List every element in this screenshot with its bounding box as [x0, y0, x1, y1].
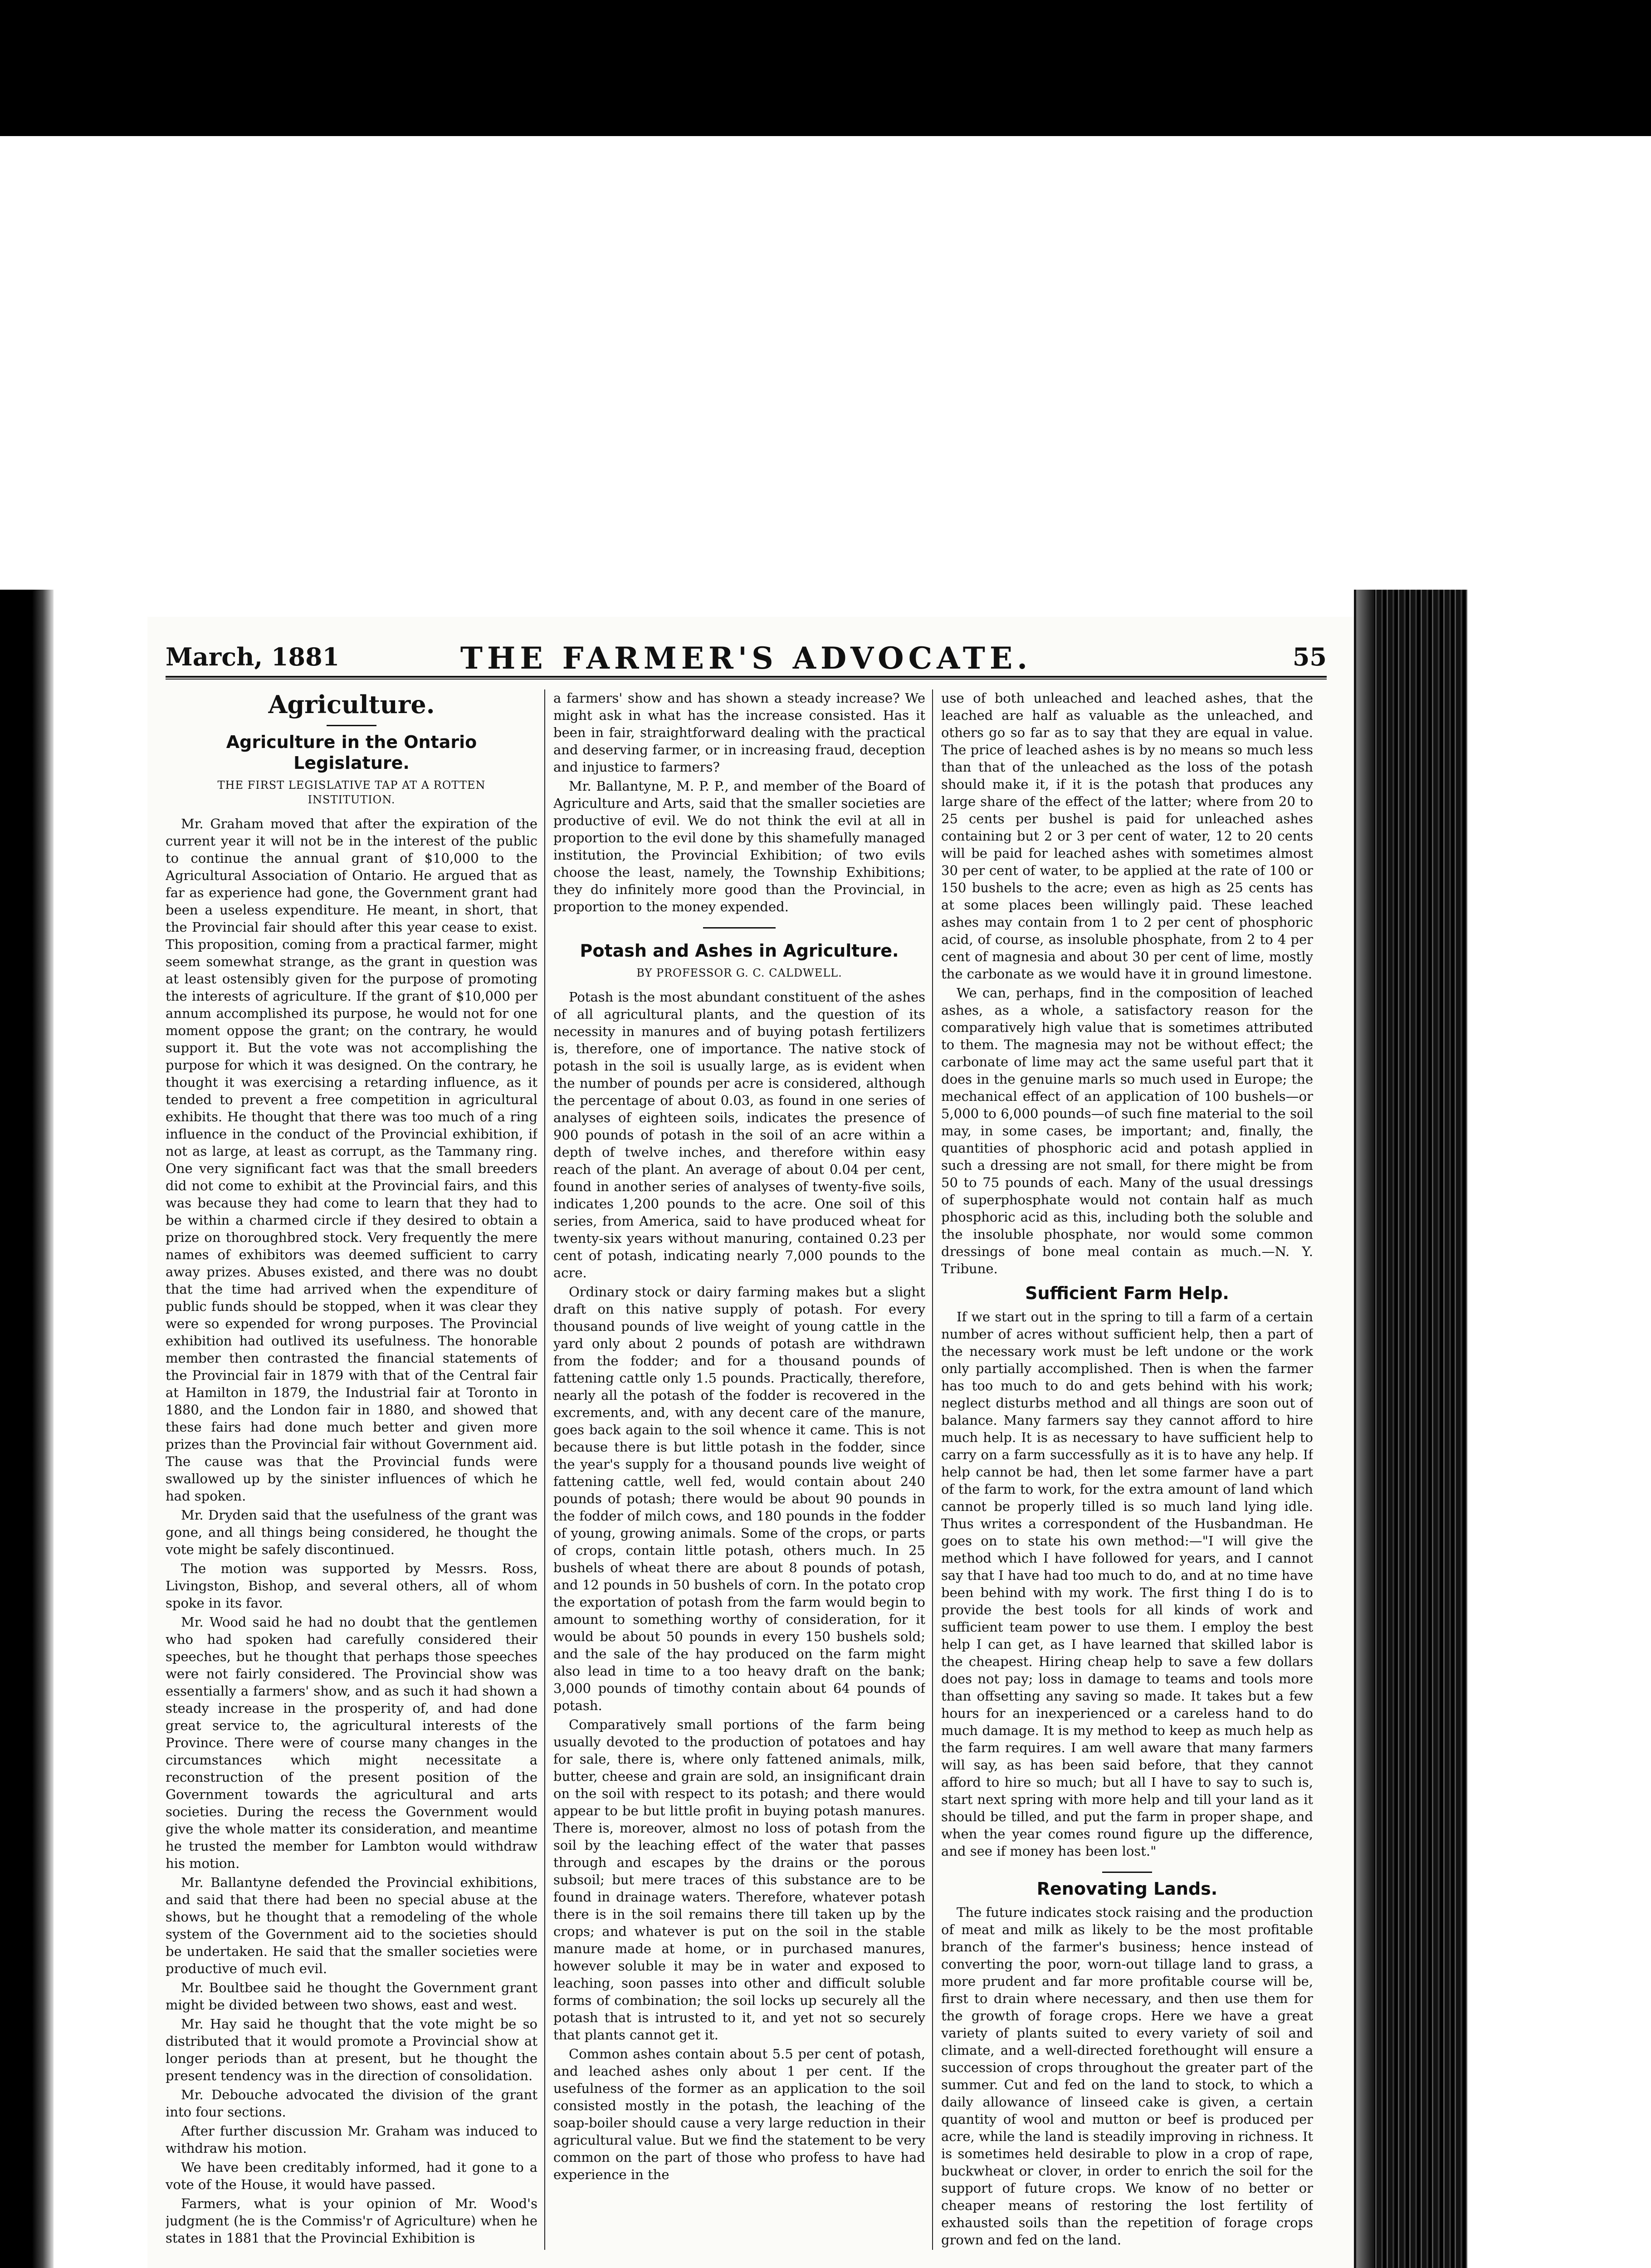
paragraph: The future indicates stock raising and the production of meat and milk as likely to be the most profitable branch of the farmer's business; hence instead of converting the poor, worn-out tillage land to grass, a more prudent and far more profitable course will be, first to drain where necessary, and then use them for the growth of forage crops. Here we have a great variety of plants suited to every variety of soil and climate, and a well-directed forethought will ensure a succession of crops throughout the greater part of the summer. Cut and fed on the land to stock, to which a daily allowance of linseed cake is given, a certain quantity of wool and mutton or beef is produced per acre, while the land is steadily improving in richness. It is sometimes held desirable to plow in a crop of rape, buckwheat or clover, in order to enrich the soil for the support of future crops. We know of no better or cheaper means of restoring the lost fertility of exhausted soils than the repetition of forage crops grown and fed on the land.	[941, 1905, 1313, 2248]
column-divider	[932, 689, 933, 2250]
paragraph: Mr. Wood said he had no doubt that the gentlemen who had spoken had carefully considered their speeches, but he thought that perhaps those speeches were not fairly considered. The Provincial show was essentially a farmers' show, and as such it had shown a steady increase in the prosperity of, and had done great service to, the agricultural interests of the Province. There were of course many changes in the circumstances which might necessitate a reconstruction of the present position of the Government towards the agricultural and arts societies. During the recess the Government would give the whole matter its consideration, and meantime he trusted the member for Lambton would withdraw his motion.	[166, 1614, 537, 1871]
paragraph: a farmers' show and has shown a steady increase? We might ask in what has the increase consisted. Has it been in fair, straightforward dealing with the practical and deserving farmer, or in increasing fraud, deception and injustice to farmers?	[553, 690, 925, 775]
article-separator	[1102, 1872, 1152, 1873]
paragraph: The motion was supported by Messrs. Ross, Livingston, Bishop, and several others, all of whom spoke in its favor.	[166, 1561, 537, 1611]
article-title: Sufficient Farm Help.	[1025, 1283, 1229, 1303]
column-1	[166, 689, 537, 2250]
paragraph: Mr. Ballantyne, M. P. P., and member of the Board of Agriculture and Arts, said that the smaller societies are productive of evil. We do not think the evil at all in proportion to the evil done by this shamefully managed institution, the Provincial Exhibition; of two evils choose the least, namely, the Township Exhibitions; they do infinitely more good than the Provincial, in proportion to the money expended.	[553, 778, 925, 914]
paragraph: Ordinary stock or dairy farming makes but a slight draft on this native supply of potash. For every thousand pounds of live weight of young cattle in the yard only about 2 pounds of potash are withdrawn from the fodder; and for a thousand pounds of fattening cattle only 1.5 pounds. Practically, therefore, nearly all the potash of the fodder is recovered in the excrements, and, with any decent care of the manure, goes back again to the soil whence it came. This is not because there is but little potash in the fodder, since the year's supply for a thousand pounds live weight of fattening cattle, well fed, would contain about 240 pounds of potash; there would be about 90 pounds in the fodder of milch cows, and 180 pounds in the fodder of young, growing animals. Some of the crops, or parts of crops, contain little potash, others much. In 25 bushels of wheat there are about 8 pounds of potash, and 12 pounds in 50 bushels of corn. In the potato crop the exportation of potash from the farm would begin to amount to something worthy of consideration, for it would be about 50 pounds in every 150 bushels sold; and the sale of the hay produced on the farm might also lead in time to a too heavy draft on the bank; 3,000 pounds of timothy contain about 64 pounds of potash.	[553, 1284, 925, 1713]
header-rule	[166, 676, 1327, 679]
book-spine-shadow	[1356, 590, 1374, 2268]
scan-left-page-edge	[0, 590, 54, 2268]
scan-border-top	[0, 0, 1651, 136]
page-number: 55	[1292, 642, 1327, 671]
section-rule	[327, 725, 376, 726]
masthead-title: THE FARMER'S ADVOCATE.	[460, 640, 1032, 676]
article-title: Renovating Lands.	[1036, 1879, 1218, 1899]
paragraph: After further discussion Mr. Graham was induced to withdraw his motion.	[166, 2123, 537, 2156]
paragraph: If we start out in the spring to till a farm of a certain number of acres without sufficient help, then a part of the necessary work must be left undone or the work only partially accomplished. Then is when the farmer has too much to do and gets behind with his work; neglect disturbs method and all things are soon out of balance. Many farmers say they cannot afford to hire much help. It is as necessary to have sufficient help to carry on a farm successfully as it is to have any help. If help cannot be had, then let some farmer have a part of the farm to work, for the extra amount of land which cannot be properly tilled is so much land lying idle. Thus writes a correspondent of the Husbandman. He goes on to state his own method:—"I will give the method which I have followed for years, and I cannot say that I have had too much to do, and at no time have been behind with my work. The first thing I do is to provide the best tools for all kinds of work and sufficient team power to use them. I employ the best help I can get, as I have learned that skilled labor is the cheapest. Hiring cheap help to save a few dollars does not pay; loss in damage to teams and tools more than offsetting any saving so made. It takes but a few hours for an inexperienced or a careless hand to do much damage. It is my method to keep as much help as the farm requires. I am well aware that many farmers will say, as has been said before, that they cannot afford to hire so much; but all I have to say to such is, start next spring with more help and till your land as it should be tilled, and put the farm in proper shape, and when the year comes round figure up the difference, and see if money has been lost."	[941, 1309, 1313, 1859]
page-header	[166, 642, 1327, 674]
paragraph: We can, perhaps, find in the composition of leached ashes, as a whole, a satisfactory reason for the comparatively high value that is sometimes attributed to them. The magnesia may not be without effect; the carbonate of lime may act the same useful part that it does in the genuine marls so much used in Europe; the mechanical effect of an application of 100 bushels—or 5,000 to 6,000 pounds—of such fine material to the soil may, in some cases, be important; and, finally, the quantities of phosphoric acid and potash applied in such a dressing are not small, for there might be from 50 to 75 pounds of each. Many of the usual dressings of superphosphate would not contain half as much phosphoric acid as this, including both the soluble and the insoluble phosphate, nor would some common dressings of bone meal contain as much.—N. Y. Tribune.	[941, 985, 1313, 1276]
paragraph: Mr. Dryden said that the usefulness of the grant was gone, and all things being considered, he thought the vote might be safely discontinued.	[166, 1507, 537, 1557]
article-separator	[703, 927, 776, 929]
article-subtitle: THE FIRST LEGISLATIVE TAP AT A ROTTEN INSTITUTION.	[217, 779, 486, 806]
paragraph: Mr. Debouche advocated the division of the grant into four sections.	[166, 2087, 537, 2120]
paragraph: use of both unleached and leached ashes, that the leached are half as valuable as the unleached, and others go so far as to say that they are equal in value. The price of leached ashes is by no means so much less than that of the unleached as the loss of the potash should make it, if it is the potash that produces any large share of the effect of the latter; where from 20 to 25 cents per bushel is paid for unleached ashes containing but 2 or 3 per cent of water, 12 to 20 cents will be paid for leached ashes with sometimes almost 30 per cent of water, to be applied at the rate of 100 or 150 bushels to the acre; even as high as 25 cents has at some places been willingly paid. These leached ashes may contain from 1 to 2 per cent of phosphoric acid, of course, as insoluble phosphate, from 2 to 4 per cent of magnesia and about 30 per cent of lime, mostly the carbonate as we would have it in ground limestone.	[941, 690, 1313, 982]
column-2	[553, 689, 925, 2250]
article-title: Agriculture in the Ontario Legislature.	[226, 732, 477, 773]
paragraph: Mr. Graham moved that after the expiration of the current year it will not be in the interest of the public to continue the annual grant of $10,000 to the Agricultural Association of Ontario. He argued that as far as experience had gone, the Government grant had been a useless expenditure. He meant, in short, that the Provincial fair should after this year cease to exist. This proposition, coming from a practical farmer, might seem somewhat strange, as the grant in question was at least ostensibly given for the purpose of promoting the interests of agriculture. If the grant of $10,000 per annum accomplished its purpose, he would not for one moment oppose the grant; on the contrary, he would support it. But the vote was not accomplishing the purpose for which it was designed. On the contrary, he thought it was exercising a retarding influence, as it tended to prevent a free competition in agricultural exhibits. He thought that there was too much of a ring influence in the conduct of the Provincial exhibition, if not as large, at least as corrupt, as the Tammany ring. One very significant fact was that the small breeders did not come to exhibit at the Provincial fairs, and this was because they had come to learn that they had to be within a charmed circle if they desired to obtain a prize on thoroughbred stock. Very frequently the mere names of exhibitors was deemed sufficient to carry away prizes. Abuses existed, and there was no doubt that the time had arrived when the expenditure of public funds should be stopped, when it was clear they were so expended for wrong purposes. The Provincial exhibition had outlived its usefulness. The honorable member then contrasted the financial statements of the Provincial fair in 1879 with that of the Central fair at Hamilton in 1879, the Industrial fair at Toronto in 1880, and the London fair in 1880, and showed that these fairs had done much better and given more prizes than the Provincial fair without Government aid. The cause was that the Provincial funds were swallowed up by the sinister influences of which he had spoken.	[166, 816, 537, 1504]
paragraph: Farmers, what is your opinion of Mr. Wood's judgment (he is the Commiss'r of Agriculture) when he states in 1881 that the Provincial Exhibition is	[166, 2196, 537, 2246]
column-divider	[544, 689, 545, 2250]
newspaper-page	[147, 617, 1354, 2268]
paragraph: We have been creditably informed, had it gone to a vote of the House, it would have passed.	[166, 2160, 537, 2192]
paragraph: Common ashes contain about 5.5 per cent of potash, and leached ashes only about 1 per cent. If the usefulness of the former as an application to the soil consisted mostly in the potash, the leaching of the soap-boiler should cause a very large reduction in their agricultural value. But we find the statement to be very common on the part of those who profess to have had experience in the	[553, 2046, 925, 2182]
section-title: Agriculture.	[268, 690, 435, 719]
issue-date: March, 1881	[166, 642, 340, 671]
paragraph: Mr. Hay said he thought that the vote might be so distributed that it would promote a Provincial show at longer periods than at present, but he thought the present tendency was in the direction of consolidation.	[166, 2016, 537, 2083]
column-3	[941, 689, 1313, 2250]
article-byline: BY PROFESSOR G. C. CALDWELL.	[636, 967, 842, 979]
paragraph: Potash is the most abundant constituent of the ashes of all agricultural plants, and the question of its necessity in manures and of buying potash fertilizers is, therefore, one of importance. The native stock of potash in the soil is usually large, as is evident when the number of pounds per acre is considered, although the percentage of about 0.03, as found in one series of analyses of eighteen soils, indicates the presence of 900 pounds of potash in the soil of an acre within a depth of twelve inches, and therefore within easy reach of the plant. An average of about 0.04 per cent, found in another series of analyses of twenty-five soils, indicates 1,200 pounds to the acre. One soil of this series, from America, said to have produced wheat for twenty-six years without manuring, contained 0.23 per cent of potash, indicating nearly 7,000 pounds to the acre.	[553, 989, 925, 1281]
paragraph: Comparatively small portions of the farm being usually devoted to the production of potatoes and hay for sale, there is, where only fattened animals, milk, butter, cheese and grain are sold, an insignificant drain on the soil with respect to its potash; and there would appear to be but little profit in buying potash manures. There is, moreover, almost no loss of potash from the soil by the leaching effect of the water that passes through and escapes by the drains or the porous subsoil; but mere traces of this substance are to be found in drainage waters. Therefore, whatever potash there is in the soil remains there till taken up by the crops; and whatever is put on the soil in the stable manure made at home, or in purchased manures, however soluble it may be in water and exposed to leaching, soon passes into other and difficult soluble forms of combination; the soil locks up securely all the potash that is intrusted to it, and yet not so securely that plants cannot get it.	[553, 1717, 925, 2043]
article-title: Potash and Ashes in Agriculture.	[580, 941, 899, 961]
paragraph: Mr. Boultbee said he thought the Government grant might be divided between two shows, east and west.	[166, 1980, 537, 2013]
paragraph: Mr. Ballantyne defended the Provincial exhibitions, and said that there had been no special abuse at the shows, but he thought that a remodeling of the whole system of the Government aid to the societies should be undertaken. He said that the smaller societies were productive of much evil.	[166, 1875, 537, 1976]
